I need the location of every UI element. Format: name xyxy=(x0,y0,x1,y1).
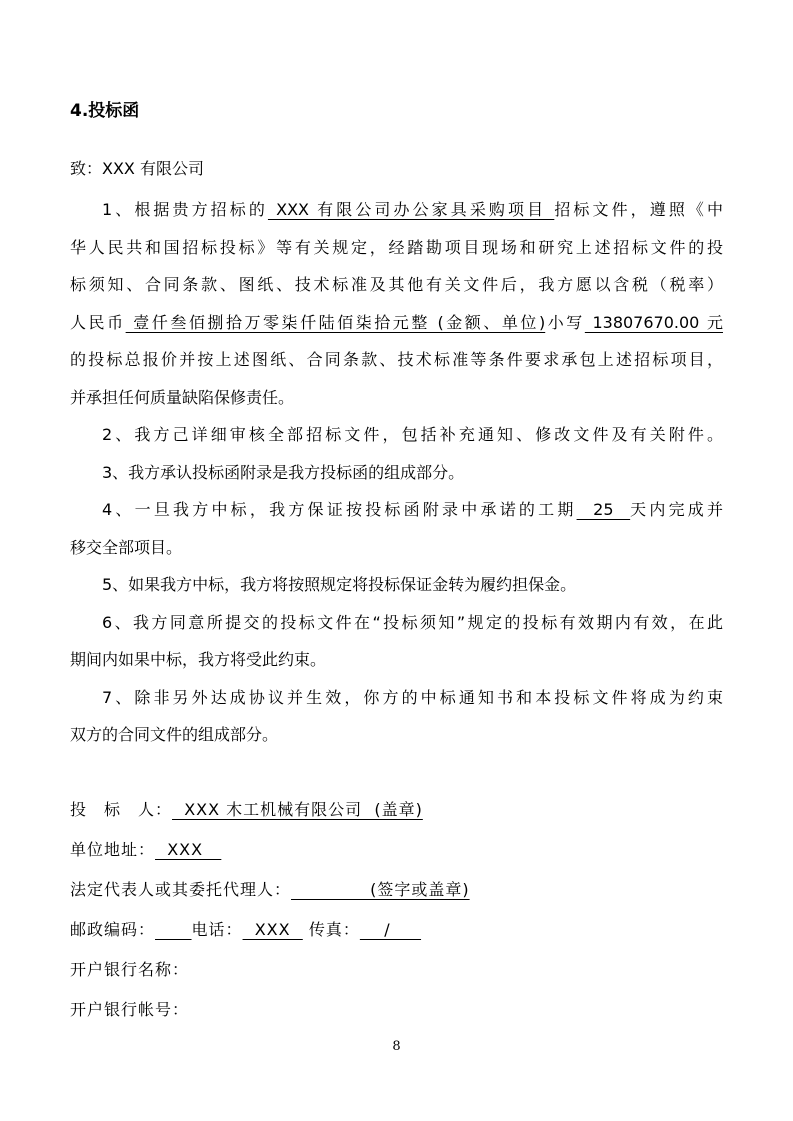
text-run: 华人民共和国招标投标》等有关规定，经踏勘项目现场和研究上述招标文件的投 xyxy=(70,237,723,257)
addressee-text: 致：XXX 有限公司 xyxy=(70,159,204,178)
text-run: 7、除非另外达成协议并生效，你方的中标通知书和本投标文件将成为约束 xyxy=(102,687,723,707)
text-run: 并承担任何质量缺陷保修责任。 xyxy=(70,387,295,407)
text-line xyxy=(70,416,723,454)
text-line xyxy=(70,641,723,679)
bank-name-label: 开户银行名称： xyxy=(70,959,190,979)
text-run: 招标文件，遵照《中 xyxy=(554,200,723,219)
contact-line xyxy=(70,910,723,950)
paragraph-4 xyxy=(70,491,723,566)
text-line xyxy=(70,454,723,492)
paragraph-2 xyxy=(70,416,723,454)
salutation-line xyxy=(70,150,723,188)
paragraph-7 xyxy=(70,679,723,754)
text-line xyxy=(70,341,723,379)
document-content xyxy=(70,99,723,1030)
text-line xyxy=(70,529,723,567)
paragraph-1 xyxy=(70,191,723,416)
text-line xyxy=(70,266,723,304)
text-run: 3、我方承认投标函附录是我方投标函的组成部分。 xyxy=(102,462,465,482)
fax-label: 传真： xyxy=(302,919,360,939)
address-label: 单位地址： xyxy=(70,839,156,859)
text-run: 的投标总报价并按上述图纸、合同条款、技术标准等条件要求承包上述招标项目， xyxy=(70,350,723,369)
text-run: 天内完成并 xyxy=(630,500,724,519)
paragraph-5 xyxy=(70,566,723,604)
section-title: 4.投标函 xyxy=(70,101,140,121)
duration-days-field: 25 xyxy=(576,500,631,519)
legal-rep-label: 法定代表人或其委托代理人： xyxy=(70,879,292,899)
text-line xyxy=(70,379,723,417)
text-run: 2、我方己详细审核全部招标文件，包括补充通知、修改文件及有关附件。 xyxy=(102,425,723,444)
bank-account-line xyxy=(70,990,723,1030)
text-run: 小写 xyxy=(545,312,585,332)
amount-in-words-field: 壹仟叁佰捌拾万零柒仟陆佰柒拾元整 (金额、单位) xyxy=(125,312,546,332)
text-line xyxy=(70,304,723,342)
signature-block xyxy=(70,790,723,1030)
text-run: 4、一旦我方中标，我方保证按投标函附录中承诺的工期 xyxy=(102,500,577,519)
bidder-name-field: XXX 木工机械有限公司 (盖章) xyxy=(172,799,423,819)
page-number: 8 xyxy=(392,1039,401,1054)
text-run: 移交全部项目。 xyxy=(70,537,183,557)
address-field: XXX xyxy=(155,839,222,859)
text-run: 标须知、合同条款、图纸、技术标准及其他有关文件后，我方愿以含税（税率） xyxy=(70,275,723,294)
postal-code-label: 邮政编码： xyxy=(70,919,156,939)
text-run: 期间内如果中标，我方将受此约束。 xyxy=(70,650,327,669)
text-line xyxy=(70,191,723,229)
text-run: 1、根据贵方招标的 xyxy=(102,200,268,219)
text-run: 5、如果我方中标，我方将按照规定将投标保证金转为履约担保金。 xyxy=(102,575,577,594)
text-line xyxy=(70,716,723,754)
text-run: 双方的合同文件的组成部分。 xyxy=(70,725,279,744)
address-line xyxy=(70,830,723,870)
text-run: 6、我方同意所提交的投标文件在“投标须知”规定的投标有效期内有效，在此 xyxy=(102,612,723,632)
project-name-field: XXX 有限公司办公家具采购项目 xyxy=(267,200,555,219)
phone-label: 电话： xyxy=(191,919,243,939)
bidder-label: 投 标 人： xyxy=(70,799,173,819)
postal-code-field xyxy=(155,920,192,939)
bidder-line xyxy=(70,790,723,830)
text-run: 人民币 xyxy=(70,312,126,332)
text-line xyxy=(70,604,723,642)
bank-account-label: 开户银行帐号： xyxy=(70,999,190,1019)
legal-rep-signature-field: (签字或盖章) xyxy=(291,879,470,899)
bank-name-line xyxy=(70,950,723,990)
paragraph-3 xyxy=(70,454,723,492)
phone-field: XXX xyxy=(242,919,303,939)
text-line xyxy=(70,491,723,529)
text-line xyxy=(70,229,723,267)
text-line xyxy=(70,679,723,717)
amount-in-figures-field: 13807670.00 元 xyxy=(584,312,723,332)
fax-field: / xyxy=(359,919,422,939)
legal-rep-line xyxy=(70,870,723,910)
paragraph-6 xyxy=(70,604,723,679)
text-line xyxy=(70,566,723,604)
